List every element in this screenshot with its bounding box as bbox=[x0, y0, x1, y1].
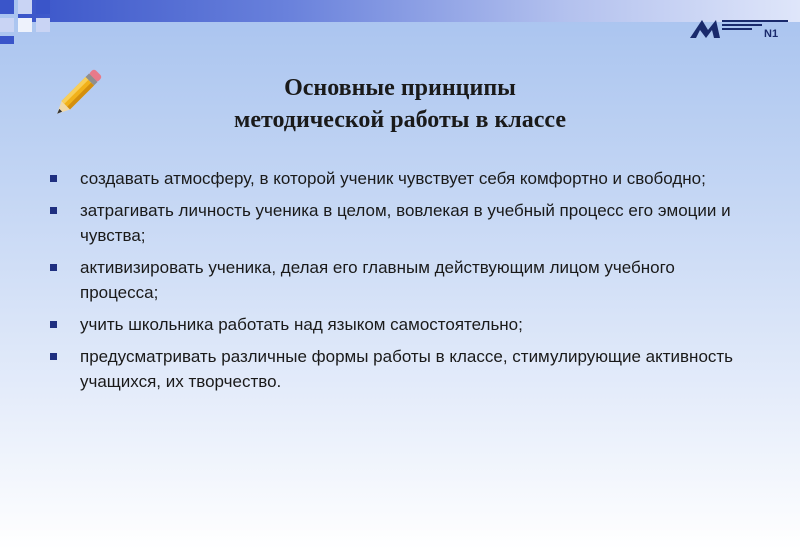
decor-square bbox=[36, 0, 50, 14]
list-item-text: затрагивать личность ученика в целом, вовлекая в учебный процесс его эмоции и чувства; bbox=[80, 201, 731, 245]
decor-square bbox=[0, 18, 14, 32]
list-item bbox=[44, 198, 744, 248]
list-item bbox=[44, 255, 744, 305]
slide-title bbox=[120, 72, 680, 136]
pencil-icon bbox=[45, 62, 109, 126]
bullet-marker bbox=[50, 353, 57, 360]
title-line-1: Основные принципы bbox=[284, 75, 516, 101]
bullet-marker bbox=[50, 207, 57, 214]
list-item bbox=[44, 344, 744, 394]
title-line-2: методической работы в классе bbox=[234, 107, 566, 133]
header-bar bbox=[18, 0, 800, 22]
bullet-marker bbox=[50, 175, 57, 182]
list-item bbox=[44, 166, 744, 191]
bullet-marker bbox=[50, 321, 57, 328]
decor-square bbox=[18, 18, 32, 32]
list-item-text: учить школьника работать над языком самостоятельно; bbox=[80, 315, 523, 334]
decor-square bbox=[36, 18, 50, 32]
logo-icon bbox=[690, 16, 790, 40]
principles-list bbox=[44, 166, 744, 401]
list-item bbox=[44, 312, 744, 337]
list-item-text: активизировать ученика, делая его главным действующим лицом учебного процесса; bbox=[80, 258, 675, 302]
list-item-text: создавать атмосферу, в которой ученик чувствует себя комфортно и свободно; bbox=[80, 169, 706, 188]
decor-square bbox=[18, 0, 32, 14]
decor-square bbox=[0, 36, 14, 44]
bullet-marker bbox=[50, 264, 57, 271]
logo-mark: N1 bbox=[764, 28, 779, 40]
decor-square bbox=[0, 0, 14, 14]
list-item-text: предусматривать различные формы работы в классе, стимулирующие активность учащихся, их творчество. bbox=[80, 347, 734, 391]
